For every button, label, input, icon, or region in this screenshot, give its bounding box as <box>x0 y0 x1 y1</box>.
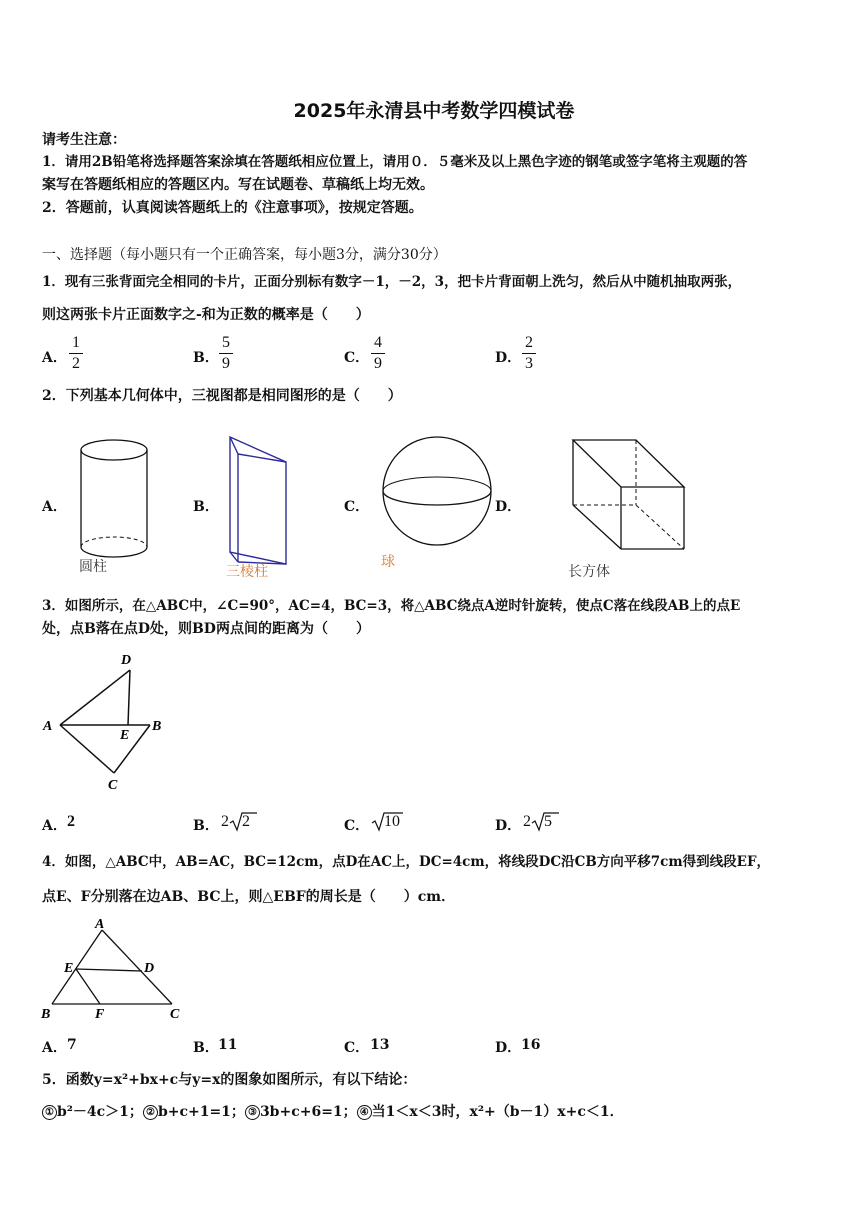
q4-option-c-letter: C． <box>344 1040 370 1056</box>
page-title: 2025年永清县中考数学四模试卷 <box>293 100 575 122</box>
sphere-figure <box>379 434 499 554</box>
q3-option-d-radicand: 5 <box>544 813 552 830</box>
q3-label-d: D <box>121 653 132 668</box>
numerator: 4 <box>374 334 382 351</box>
q5-conclusion-2: b+c+1=1； <box>157 1104 245 1120</box>
q2-option-b-letter: B． <box>193 499 219 515</box>
q4-figure <box>38 918 198 1028</box>
q3-option-a-letter: A． <box>42 818 67 834</box>
q4-option-a-letter: A． <box>42 1040 67 1056</box>
q5-conclusion-1: b²－4c＞1； <box>57 1104 143 1120</box>
q3-line-2: 处，点B落在点D处，则BD两点间的距离为（ ） <box>42 621 370 637</box>
denominator: 2 <box>72 355 80 372</box>
circled-3: ③ <box>245 1105 260 1120</box>
denominator: 9 <box>222 355 230 372</box>
q4-option-c-value: 13 <box>370 1037 390 1053</box>
denominator: 9 <box>374 355 382 372</box>
circled-2: ② <box>143 1105 158 1120</box>
q4-label-d: D <box>144 961 155 976</box>
cylinder-figure <box>76 436 156 566</box>
circled-1: ① <box>42 1105 57 1120</box>
q3-label-b: B <box>152 719 162 734</box>
q4-option-d-letter: D． <box>495 1040 522 1056</box>
q4-line-2: 点E、F分别落在边AB、BC上，则△EBF的周长是（ ）cm． <box>42 889 456 905</box>
cuboid-figure <box>568 437 698 557</box>
q4-label-b: B <box>41 1007 51 1022</box>
q1-line-1: 1．现有三张背面完全相同的卡片，正面分别标有数字－1，－2，3，把卡片背面朝上洗匀，然后从中随机抽取两张， <box>42 274 742 290</box>
q1-option-a-fraction <box>69 334 83 373</box>
q4-option-b-letter: B． <box>193 1040 219 1056</box>
q4-label-f: F <box>95 1007 105 1022</box>
q2-option-c-letter: C． <box>344 499 370 515</box>
triangular-prism-figure <box>224 434 304 564</box>
notice-line-1a: 1．请用2B铅笔将选择题答案涂填在答题纸相应位置上，请用０．５毫米及以上黑色字迹的钢笔或签字笔将主观题的答 <box>42 154 748 170</box>
q2-caption-sphere: 球 <box>381 554 395 570</box>
section-heading: 一、选择题（每小题只有一个正确答案，每小题3分，满分30分） <box>42 247 447 263</box>
numerator: 2 <box>525 334 533 351</box>
q3-line-1: 3．如图所示，在△ABC中，∠C=90°，AC=4，BC=3，将△ABC绕点A逆时针旋转，使点C落在线段AB上的点E <box>42 598 741 614</box>
denominator: 3 <box>525 355 533 372</box>
q1-option-b-fraction <box>219 334 233 373</box>
numerator: 1 <box>72 334 80 351</box>
q4-line-1: 4．如图，△ABC中，AB=AC，BC=12cm，点D在AC上，DC=4cm，将线段DC沿CB方向平移7cm得到线段EF， <box>42 854 771 870</box>
q3-option-a-value: 2 <box>67 813 75 830</box>
q4-option-a-value: 7 <box>67 1037 77 1053</box>
q4-label-e: E <box>64 961 74 976</box>
numerator: 5 <box>222 334 230 351</box>
q3-option-d-coef: 2 <box>523 813 531 830</box>
notice-heading: 请考生注意： <box>42 132 126 148</box>
q1-option-b-letter: B． <box>193 350 219 366</box>
q3-option-b-coef: 2 <box>221 813 229 830</box>
notice-line-1b: 案写在答题纸相应的答题区内。写在试题卷、草稿纸上均无效。 <box>42 177 434 193</box>
q3-option-c-letter: C． <box>344 818 370 834</box>
q3-label-c: C <box>108 778 118 793</box>
q5-conclusions <box>42 1103 624 1121</box>
q3-option-b-radicand: 2 <box>242 813 250 830</box>
q2-option-a-letter: A． <box>42 499 67 515</box>
q4-label-a: A <box>95 917 105 932</box>
q1-option-a-letter: A． <box>42 350 67 366</box>
q2-line-1: 2．下列基本几何体中，三视图都是相同图形的是（ ） <box>42 388 402 404</box>
q2-caption-cuboid: 长方体 <box>568 564 610 580</box>
notice-line-2: 2．答题前，认真阅读答题纸上的《注意事项》，按规定答题。 <box>42 200 423 216</box>
q1-option-c-letter: C． <box>344 350 370 366</box>
q5-line-1: 5．函数y=x²+bx+c与y=x的图象如图所示，有以下结论： <box>42 1072 417 1088</box>
q1-option-c-fraction <box>371 334 385 373</box>
q2-caption-prism: 三棱柱 <box>226 564 268 580</box>
q5-conclusion-4: 当1＜x＜3时，x²+（b－1）x+c＜1． <box>371 1104 624 1120</box>
q4-option-b-value: 11 <box>218 1037 238 1053</box>
q3-option-b-letter: B． <box>193 818 219 834</box>
q3-label-e: E <box>120 728 130 743</box>
q3-label-a: A <box>43 719 53 734</box>
q5-conclusion-3: 3b+c+6=1； <box>259 1104 357 1120</box>
q1-line-2: 则这两张卡片正面数字之-和为正数的概率是（ ） <box>42 307 370 323</box>
q4-label-c: C <box>170 1007 180 1022</box>
q3-option-d-letter: D． <box>495 818 522 834</box>
q1-option-d-fraction <box>522 334 536 373</box>
q2-caption-cylinder: 圆柱 <box>79 559 107 575</box>
q2-option-d-letter: D． <box>495 499 522 515</box>
q1-option-d-letter: D． <box>495 350 522 366</box>
q3-figure <box>40 652 180 792</box>
q3-option-c-radicand: 10 <box>384 813 400 830</box>
q4-option-d-value: 16 <box>521 1037 541 1053</box>
circled-4: ④ <box>357 1105 372 1120</box>
